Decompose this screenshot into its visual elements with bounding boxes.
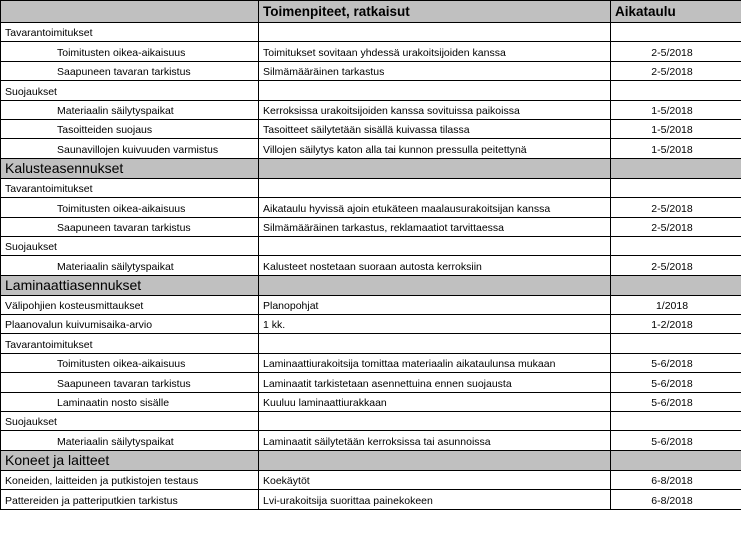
row-label[interactable]: Toimitusten oikea-aikaisuus [1,353,259,372]
schedule-cell[interactable]: 2-5/2018 [611,61,741,80]
row-label[interactable]: Materiaalin säilytyspaikat [1,100,259,119]
measure-cell[interactable]: Villojen säilytys katon alla tai kunnon pressulla peitettynä [259,139,611,158]
section-row [1,334,741,353]
schedule-cell[interactable] [611,81,741,100]
table-row [1,139,741,158]
row-label[interactable]: Saapuneen tavaran tarkistus [1,61,259,80]
schedule-cell[interactable]: 1-2/2018 [611,315,741,334]
measure-cell[interactable]: Aikataulu hyvissä ajoin etukäteen maalausurakoitsijan kanssa [259,198,611,217]
schedule-cell[interactable] [611,275,741,295]
measure-cell[interactable]: Kalusteet nostetaan suoraan autosta kerroksiin [259,256,611,275]
row-label[interactable]: Materiaalin säilytyspaikat [1,256,259,275]
group-header-row [1,275,741,295]
schedule-cell[interactable]: 6-8/2018 [611,490,741,509]
section-row [1,178,741,197]
measure-cell[interactable]: 1 kk. [259,315,611,334]
schedule-cell[interactable]: 5-6/2018 [611,431,741,450]
measure-cell[interactable] [259,334,611,353]
table-row [1,256,741,275]
section-row [1,295,741,314]
table-row [1,42,741,61]
schedule-cell[interactable]: 1-5/2018 [611,139,741,158]
schedule-cell[interactable]: 5-6/2018 [611,353,741,372]
header-schedule: Aikataulu [611,1,741,23]
table-row [1,119,741,138]
measure-cell[interactable]: Laminaattiurakoitsija tomittaa materiaalin aikataulunsa mukaan [259,353,611,372]
group-label[interactable]: Koneet ja laitteet [1,450,259,470]
measure-cell[interactable]: Tasoitteet säilytetään sisällä kuivassa tilassa [259,119,611,138]
section-row [1,470,741,489]
row-label[interactable]: Tavarantoimitukset [1,178,259,197]
row-label[interactable]: Suojaukset [1,81,259,100]
header-measures: Toimenpiteet, ratkaisut [259,1,611,23]
row-label[interactable]: Plaanovalun kuivumisaika-arvio [1,315,259,334]
measure-cell[interactable] [259,450,611,470]
row-label[interactable]: Saapuneen tavaran tarkistus [1,373,259,392]
row-label[interactable]: Toimitusten oikea-aikaisuus [1,42,259,61]
measure-cell[interactable] [259,412,611,431]
schedule-cell[interactable]: 2-5/2018 [611,198,741,217]
section-row [1,490,741,509]
schedule-cell[interactable]: 2-5/2018 [611,217,741,236]
table-row [1,373,741,392]
table-row [1,392,741,411]
schedule-cell[interactable]: 6-8/2018 [611,470,741,489]
row-label[interactable]: Tavarantoimitukset [1,334,259,353]
row-label[interactable]: Toimitusten oikea-aikaisuus [1,198,259,217]
measure-cell[interactable] [259,275,611,295]
row-label[interactable]: Suojaukset [1,236,259,255]
table-row [1,100,741,119]
measure-cell[interactable]: Koekäytöt [259,470,611,489]
row-label[interactable]: Materiaalin säilytyspaikat [1,431,259,450]
measure-cell[interactable]: Silmämääräinen tarkastus [259,61,611,80]
measure-cell[interactable]: Kuuluu laminaattiurakkaan [259,392,611,411]
row-label[interactable]: Laminaatin nosto sisälle [1,392,259,411]
schedule-cell[interactable]: 2-5/2018 [611,42,741,61]
section-row [1,412,741,431]
row-label[interactable]: Saapuneen tavaran tarkistus [1,217,259,236]
measure-cell[interactable] [259,23,611,42]
header-row [1,1,741,23]
schedule-cell[interactable]: 2-5/2018 [611,256,741,275]
schedule-cell[interactable] [611,236,741,255]
measure-cell[interactable]: Laminaatit tarkistetaan asennettuina ennen suojausta [259,373,611,392]
schedule-cell[interactable] [611,450,741,470]
row-label[interactable]: Pattereiden ja patteriputkien tarkistus [1,490,259,509]
measure-cell[interactable]: Silmämääräinen tarkastus, reklamaatiot tarvittaessa [259,217,611,236]
schedule-cell[interactable] [611,334,741,353]
schedule-cell[interactable]: 5-6/2018 [611,392,741,411]
table-row [1,61,741,80]
table-row [1,198,741,217]
group-header-row [1,450,741,470]
table-row [1,431,741,450]
schedule-cell[interactable]: 1-5/2018 [611,119,741,138]
group-label[interactable]: Kalusteasennukset [1,158,259,178]
schedule-cell[interactable] [611,23,741,42]
section-row [1,315,741,334]
schedule-cell[interactable]: 1/2018 [611,295,741,314]
measure-cell[interactable]: Planopohjat [259,295,611,314]
measure-cell[interactable]: Kerroksissa urakoitsijoiden kanssa sovituissa paikoissa [259,100,611,119]
schedule-cell[interactable]: 5-6/2018 [611,373,741,392]
row-label[interactable]: Tavarantoimitukset [1,23,259,42]
section-row [1,81,741,100]
table-body [1,1,741,510]
measure-cell[interactable] [259,236,611,255]
measure-cell[interactable] [259,81,611,100]
schedule-cell[interactable] [611,412,741,431]
row-label[interactable]: Koneiden, laitteiden ja putkistojen testaus [1,470,259,489]
section-row [1,23,741,42]
row-label[interactable]: Saunavillojen kuivuuden varmistus [1,139,259,158]
row-label[interactable]: Välipohjien kosteusmittaukset [1,295,259,314]
group-header-row [1,158,741,178]
table-row [1,353,741,372]
measure-cell[interactable] [259,158,611,178]
measure-cell[interactable]: Lvi-urakoitsija suorittaa painekokeen [259,490,611,509]
header-cell-empty [1,1,259,23]
measure-cell[interactable]: Toimitukset sovitaan yhdessä urakoitsijoiden kanssa [259,42,611,61]
row-label[interactable]: Suojaukset [1,412,259,431]
table-row [1,217,741,236]
section-row [1,236,741,255]
schedule-cell[interactable]: 1-5/2018 [611,100,741,119]
schedule-cell[interactable] [611,178,741,197]
group-label[interactable]: Laminaattiasennukset [1,275,259,295]
schedule-cell[interactable] [611,158,741,178]
measure-cell[interactable]: Laminaatit säilytetään kerroksissa tai asunnoissa [259,431,611,450]
row-label[interactable]: Tasoitteiden suojaus [1,119,259,138]
measure-cell[interactable] [259,178,611,197]
